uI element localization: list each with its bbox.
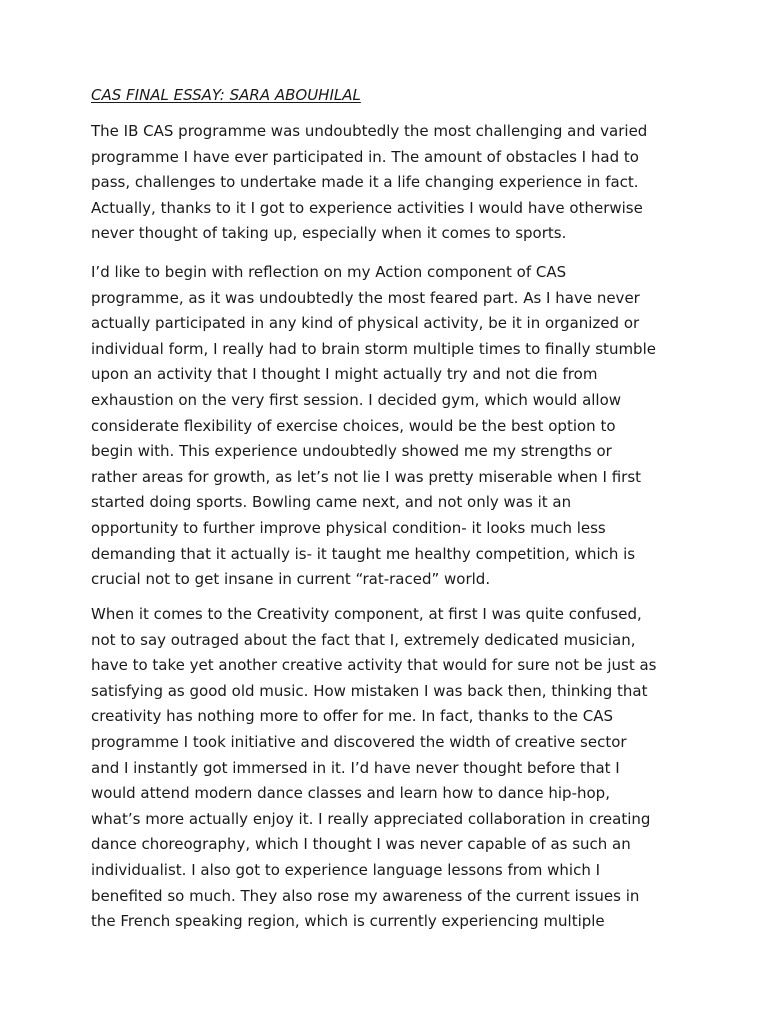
text-line: upon an activity that I thought I might actually try and not die from — [91, 365, 598, 384]
paragraph-action — [91, 260, 731, 593]
text-line: I’d like to begin with reflection on my Action component of CAS — [91, 263, 567, 281]
text-line: the French speaking region, which is currently experiencing multiple — [91, 912, 605, 931]
text-line: benefited so much. They also rose my awareness of the current issues in — [91, 886, 640, 905]
text-line: actually participated in any kind of physical activity, be it in organized or — [91, 314, 640, 333]
text-line: programme I took initiative and discovered the width of creative sector — [91, 732, 627, 751]
text-line: When it comes to the Creativity component, at first I was quite confused, — [91, 605, 642, 623]
text-line: dance choreography, which I thought I was never capable of as such an — [91, 835, 631, 854]
text-line: individualist. I also got to experience language lessons from which I — [91, 860, 601, 879]
text-line: creativity has nothing more to offer for me. In fact, thanks to the CAS — [91, 707, 613, 726]
text-line: pass, challenges to undertake made it a life changing experience in fact. — [91, 173, 639, 192]
text-line: have to take yet another creative activity that would for sure not be just as — [91, 656, 657, 675]
text-line: programme, as it was undoubtedly the most feared part. As I have never — [91, 288, 640, 307]
text-line: The IB CAS programme was undoubtedly the most challenging and varied — [91, 122, 648, 140]
text-line: opportunity to further improve physical condition- it looks much less — [91, 518, 606, 537]
text-line: not to say outraged about the fact that I, extremely dedicated musician, — [91, 630, 636, 649]
text-line: and I instantly got immersed in it. I’d have never thought before that I — [91, 758, 620, 777]
paragraph-creativity — [91, 602, 731, 935]
text-line: would attend modern dance classes and learn how to dance hip-hop, — [91, 784, 610, 803]
paragraph-introduction — [91, 119, 731, 247]
text-line: crucial not to get insane in current “rat-raced” world. — [91, 570, 491, 589]
text-line: exhaustion on the very first session. I decided gym, which would allow — [91, 390, 622, 409]
text-line: individual form, I really had to brain storm multiple times to finally stumble — [91, 339, 656, 358]
text-line: considerate flexibility of exercise choices, would be the best option to — [91, 416, 616, 435]
text-line: rather areas for growth, as let’s not lie I was pretty miserable when I first — [91, 467, 642, 486]
text-line: programme I have ever participated in. The amount of obstacles I had to — [91, 147, 639, 166]
text-line: begin with. This experience undoubtedly showed me my strengths or — [91, 442, 612, 461]
text-line: satisfying as good old music. How mistaken I was back then, thinking that — [91, 681, 648, 700]
essay-title: CAS FINAL ESSAY: SARA ABOUHILAL — [91, 86, 361, 104]
text-line: started doing sports. Bowling came next, and not only was it an — [91, 493, 572, 512]
text-line: never thought of taking up, especially when it comes to sports. — [91, 224, 567, 243]
text-line: what’s more actually enjoy it. I really appreciated collaboration in creating — [91, 809, 651, 828]
text-line: Actually, thanks to it I got to experience activities I would have otherwise — [91, 198, 643, 217]
text-line: demanding that it actually is- it taught me healthy competition, which is — [91, 544, 636, 563]
